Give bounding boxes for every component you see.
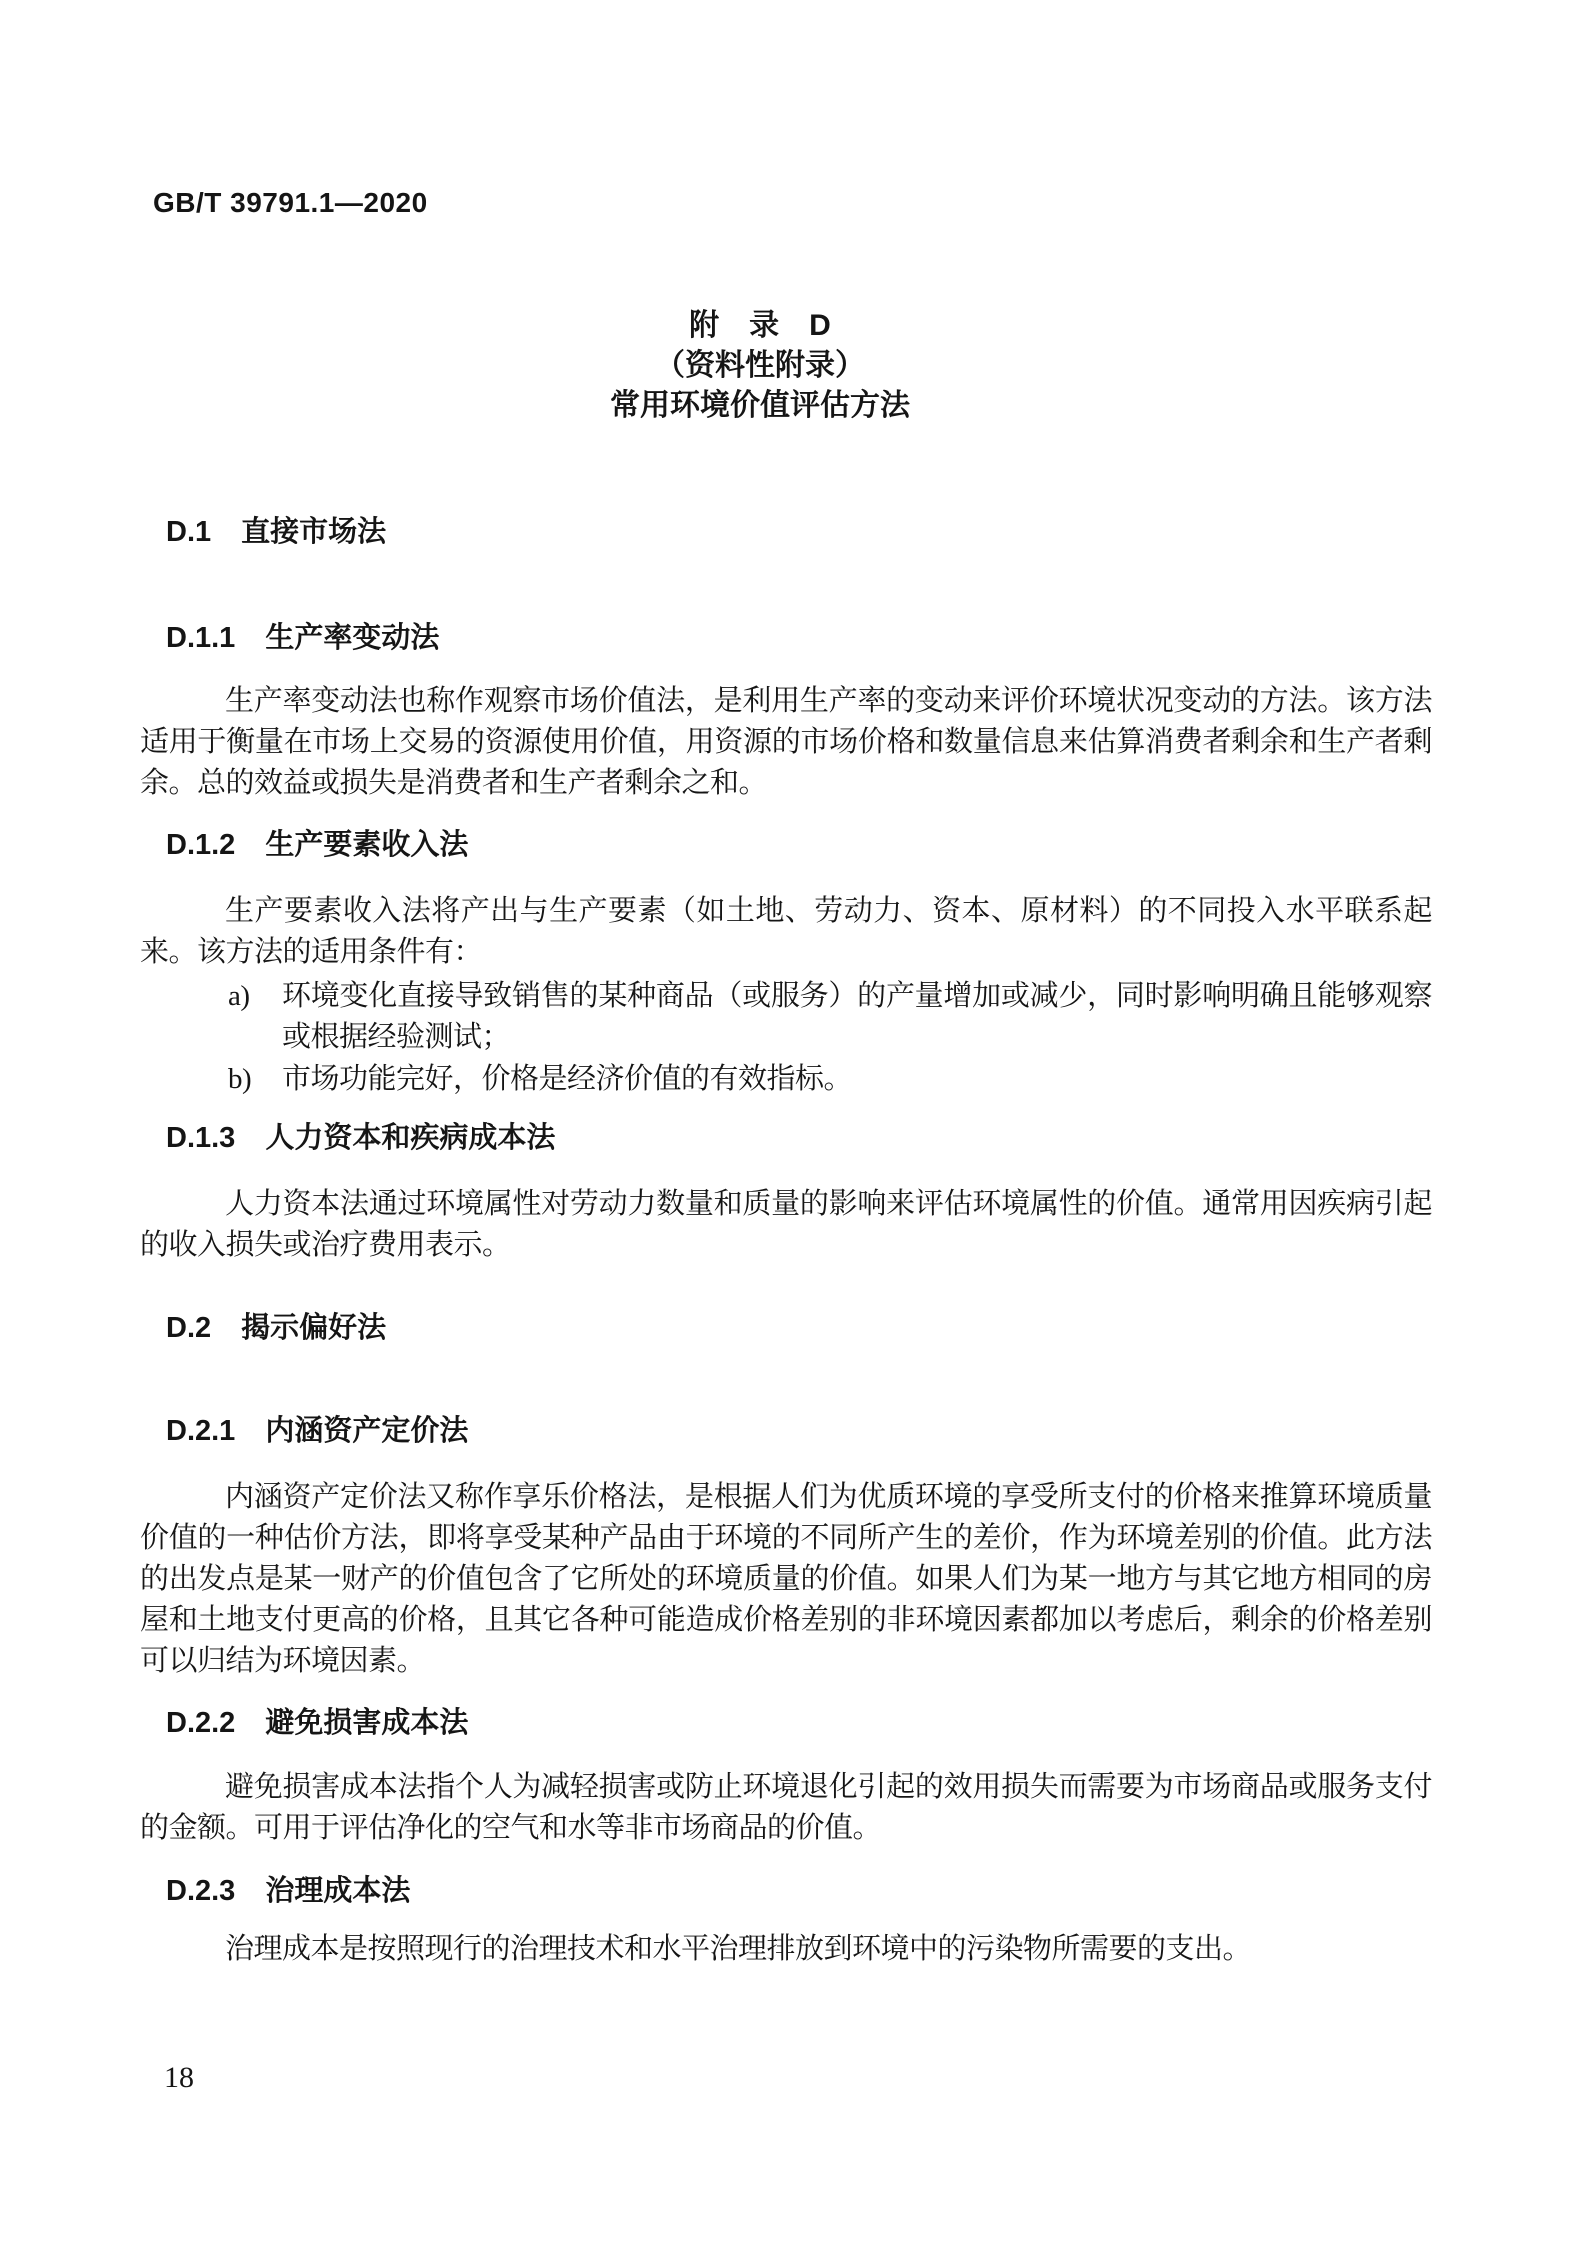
section-number: D.2.1 [166,1415,236,1447]
section-heading-d22 [166,1707,468,1739]
section-number: D.1.3 [166,1122,236,1154]
section-title: 生产率变动法 [265,622,440,654]
paragraph-d12: 生产要素收入法将产出与生产要素（如土地、劳动力、资本、原材料）的不同投入水平联系起来。该方法的适用条件有： [140,895,1432,968]
section-number: D.2.2 [166,1707,236,1739]
section-heading-d12 [166,829,468,861]
section-heading-d13 [166,1122,555,1154]
section-title: 内涵资产定价法 [265,1415,469,1447]
appendix-title-line3: 常用环境价值评估方法 [610,389,910,422]
list-item-a [140,976,1432,1058]
list-text-b: 市场功能完好，价格是经济价值的有效指标。 [282,1063,853,1095]
page-number: 18 [164,2061,194,2094]
section-title: 治理成本法 [265,1875,411,1907]
appendix-title-block [140,306,1380,426]
appendix-title-line2: （资料性附录） [655,349,865,382]
section-heading-d21 [166,1415,468,1447]
section-heading-d1 [166,516,386,548]
section-number: D.1.1 [166,622,236,654]
section-title: 直接市场法 [241,516,387,548]
paragraph-d11: 生产率变动法也称作观察市场价值法，是利用生产率的变动来评价环境状况变动的方法。该方法适用于衡量在市场上交易的资源使用价值，用资源的市场价格和数量信息来估算消费者剩余和生产者剩余。总的效益或损失是消费者和生产者剩余之和。 [140,685,1432,799]
section-number: D.1.2 [166,829,236,861]
section-title: 避免损害成本法 [265,1707,469,1739]
section-number: D.1 [166,516,212,548]
list-text-a: 环境变化直接导致销售的某种商品（或服务）的产量增加或减少，同时影响明确且能够观察或根据经验测试； [282,980,1432,1053]
paragraph-d13: 人力资本法通过环境属性对劳动力数量和质量的影响来评估环境属性的价值。通常用因疾病引起的收入损失或治疗费用表示。 [140,1188,1432,1261]
paragraph-d21: 内涵资产定价法又称作享乐价格法，是根据人们为优质环境的享受所支付的价格来推算环境质量价值的一种估价方法，即将享受某种产品由于环境的不同所产生的差价，作为环境差别的价值。此方法的出发点是某一财产的价值包含了它所处的环境质量的价值。如果人们为某一地方与其它地方相同的房屋和土地支付更高的价格，且其它各种可能造成价格差别的非环境因素都加以考虑后，剩余的价格差别可以归结为环境因素。 [140,1481,1432,1677]
section-heading-d11 [166,622,439,654]
section-title: 生产要素收入法 [265,829,469,861]
paragraph-d22: 避免损害成本法指个人为减轻损害或防止环境退化引起的效用损失而需要为市场商品或服务支付的金额。可用于评估净化的空气和水等非市场商品的价值。 [140,1771,1432,1844]
list-label-a: a) [228,980,250,1012]
section-heading-d23 [166,1875,410,1907]
section-number: D.2 [166,1312,212,1344]
section-title: 人力资本和疾病成本法 [265,1122,556,1154]
section-title: 揭示偏好法 [241,1312,387,1344]
section-heading-d2 [166,1312,386,1344]
appendix-title-line1: 附 录 D [689,309,831,342]
list-label-b: b) [228,1063,252,1095]
standard-number: GB/T 39791.1—2020 [153,187,428,218]
paragraph-d23: 治理成本是按照现行的治理技术和水平治理排放到环境中的污染物所需要的支出。 [225,1933,1252,1965]
section-number: D.2.3 [166,1875,236,1907]
list-item-b [140,1059,1432,1100]
